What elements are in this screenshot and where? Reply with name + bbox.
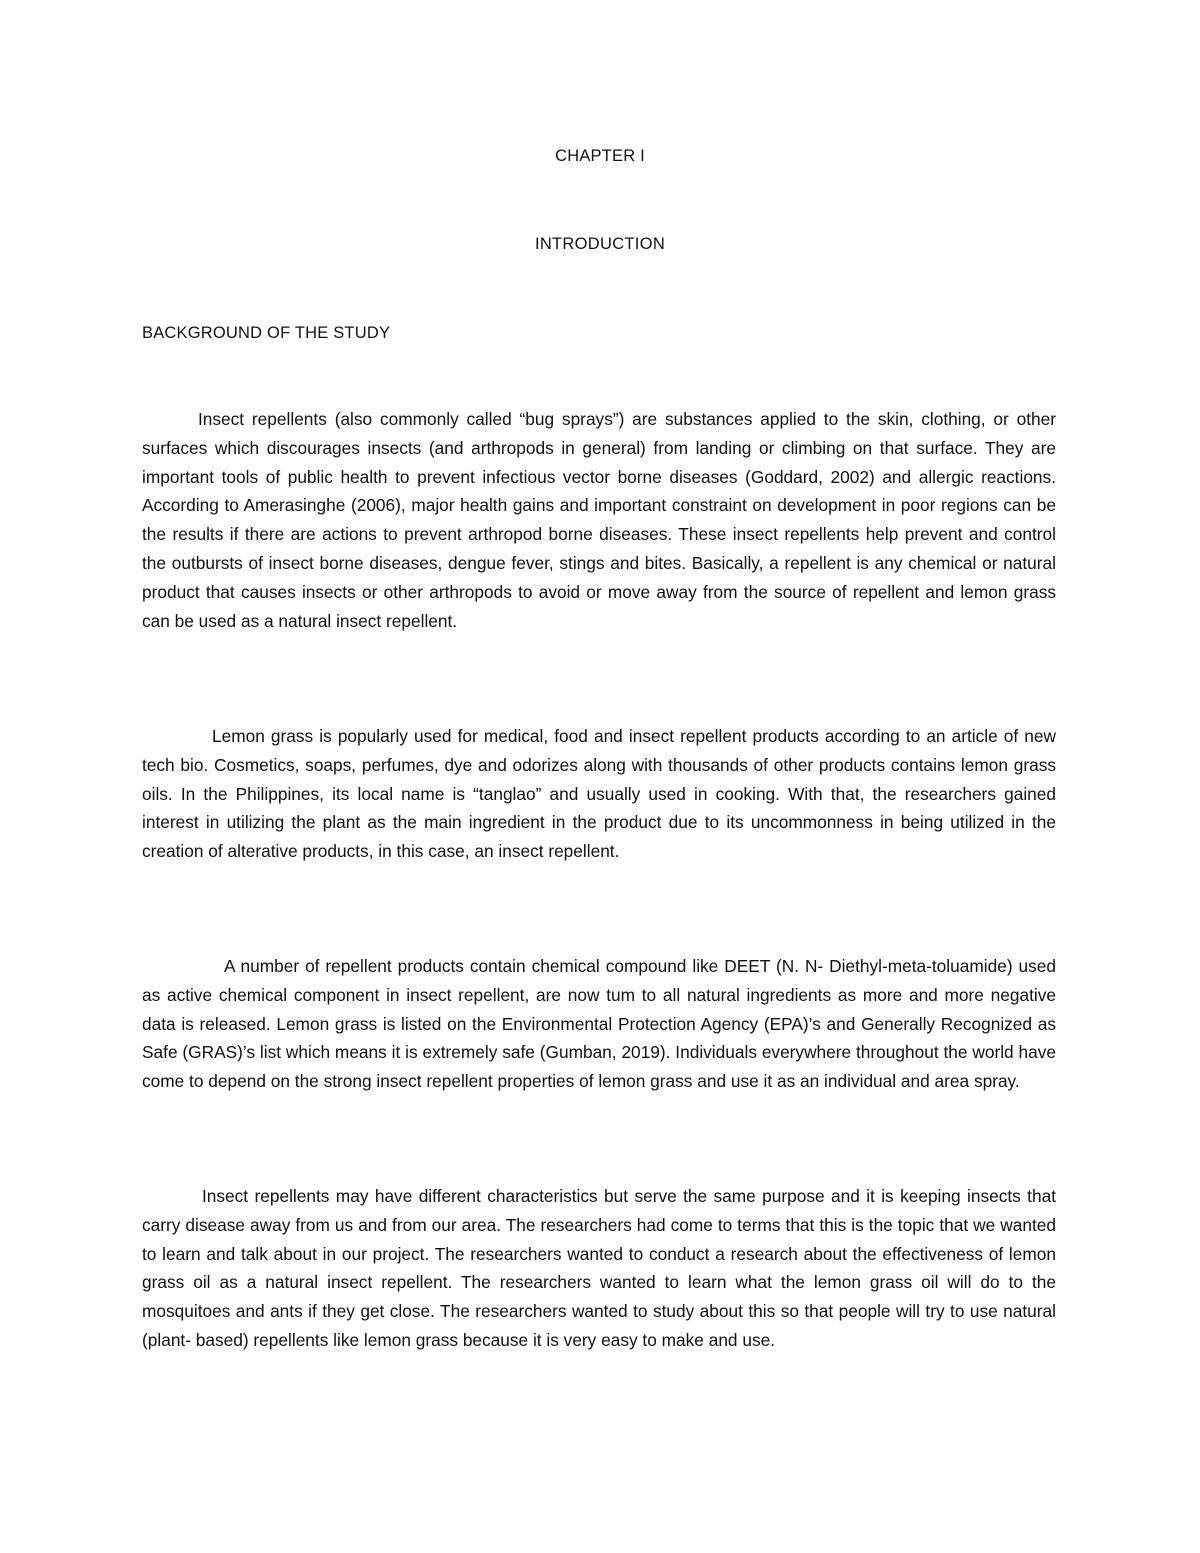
- body-paragraph-4: Insect repellents may have different characteristics but serve the same purpose and it is keeping insects that carry disease away from us and from our area. The researchers had come to terms that this is the topic that we wanted to learn and talk about in our project. The researchers wanted to conduct a research about the effectiveness of lemon grass oil as a natural insect repellent. The researchers wanted to learn what the lemon grass oil will do to the mosquitoes and ants if they get close. The researchers wanted to study about this so that people will try to use natural (plant- based) repellents like lemon grass because it is very easy to make and use.: [142, 1186, 1056, 1350]
- body-paragraph-2: Lemon grass is popularly used for medical, food and insect repellent products according to an article of new tech bio. Cosmetics, soaps, perfumes, dye and odorizes along with thousands of other products contains lemon grass oils. In the Philippines, its local name is “tanglao” and usually used in cooking. With that, the researchers gained interest in utilizing the plant as the main ingredient in the product due to its uncommonness in being utilized in the creation of alterative products, in this case, an insect repellent.: [142, 726, 1056, 862]
- chapter-label: CHAPTER I: [555, 147, 645, 165]
- body-paragraph-3: A number of repellent products contain chemical compound like DEET (N. N- Diethyl-meta-toluamide) used as active chemical component in insect repellent, are now tum to all natural ingredients as more and more negative data is released. Lemon grass is listed on the Environmental Protection Agency (EPA)’s and Generally Recognized as Safe (GRAS)’s list which means it is extremely safe (Gumban, 2019). Individuals everywhere throughout the world have come to depend on the strong insect repellent properties of lemon grass and use it as an individual and area spray.: [142, 956, 1056, 1092]
- body-paragraph-1: Insect repellents (also commonly called “bug sprays”) are substances applied to the skin, clothing, or other surfaces which discourages insects (and arthropods in general) from landing or climbing on that surface. They are important tools of public health to prevent infectious vector borne diseases (Goddard, 2002) and allergic reactions. According to Amerasinghe (2006), major health gains and important constraint on development in poor regions can be the results if there are actions to prevent arthropod borne diseases. These insect repellents help prevent and control the outbursts of insect borne diseases, dengue fever, stings and bites. Basically, a repellent is any chemical or natural product that causes insects or other arthropods to avoid or move away from the source of repellent and lemon grass can be used as a natural insect repellent.: [142, 409, 1056, 631]
- chapter-title: INTRODUCTION: [534, 235, 666, 253]
- section-heading: BACKGROUND OF THE STUDY: [142, 324, 391, 342]
